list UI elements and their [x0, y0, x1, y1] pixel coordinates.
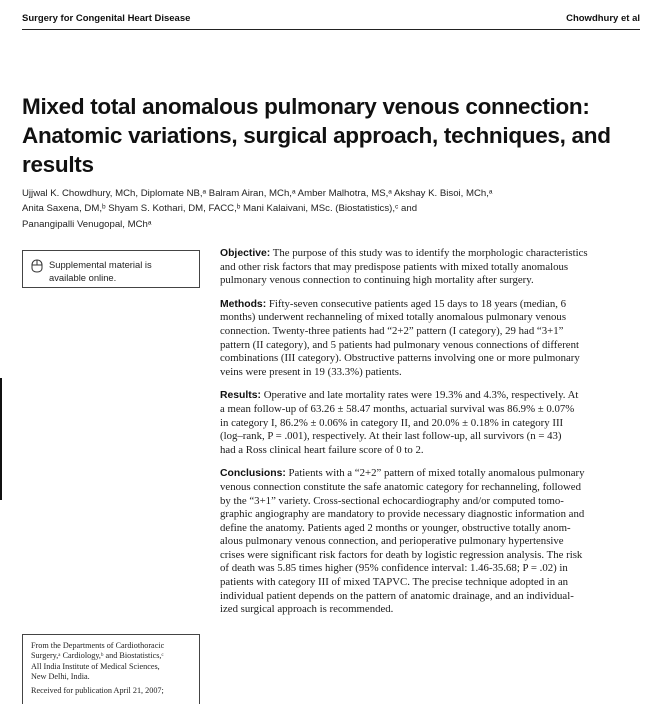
abstract-line: in category I, 86.2% ± 0.06% in category II, and 20.0% ± 0.18% in category III [220, 416, 564, 429]
abstract-line: pattern (II category), and 5 patients had pulmonary venous connections of different [220, 338, 579, 351]
objective-paragraph [220, 247, 636, 288]
abstract-line: venous connection constitute the safe anatomic category for rechanneling, followed [220, 480, 581, 493]
conclusions-paragraph [220, 467, 636, 617]
margin-rule [0, 378, 2, 500]
abstract-line: by the “3+1” variety. Cross-sectional echocardiography and/or computed tomo- [220, 494, 564, 507]
affiliation-line: Received for publication April 21, 2007; [31, 686, 164, 696]
affiliation-line: Surgery,ᵃ Cardiology,ᵇ and Biostatistics,ᶜ [31, 651, 164, 661]
supplemental-text: Supplemental material is [49, 259, 152, 270]
results-label: Results: [220, 390, 261, 402]
abstract-line: pulmonary venous connection to continuing high mortality after surgery. [220, 274, 534, 287]
conclusions-label: Conclusions: [220, 468, 286, 480]
abstract-line: alous pulmonary venous connection, and perioperative pulmonary hypertensive [220, 535, 564, 548]
abstract-line: veins were present in 19 (33.3%) patients. [220, 365, 402, 378]
abstract-line: crises were significant risk factors for death by logistic regression analysis. The risk [220, 548, 583, 561]
author-line: Anita Saxena, DM,ᵇ Shyam S. Kothari, DM, FACC,ᵇ Mani Kalaivani, MSc. (Biostatistics),ᶜ and [22, 203, 418, 215]
abstract [220, 247, 636, 627]
methods-label: Methods: [220, 298, 267, 310]
methods-paragraph [220, 298, 636, 380]
abstract-line: patients with category III of mixed TAPVC. The precise technique adopted in an [220, 576, 569, 589]
affiliation-line: All India Institute of Medical Sciences, [31, 661, 160, 671]
running-authors: Chowdhury et al [566, 13, 640, 24]
abstract-line: had a Ross clinical heart failure score of 0 to 2. [220, 443, 424, 456]
abstract-line: graphic angiography are mandatory to provide necessary diagnostic information and [220, 508, 585, 521]
abstract-line: Fifty-seven consecutive patients aged 15 days to 18 years (median, 6 [266, 297, 567, 310]
supplemental-material-link[interactable] [22, 250, 200, 288]
objective-label: Objective: [220, 248, 271, 259]
abstract-line: individual patient depends on the pattern of anatomic drainage, and an individual- [220, 589, 574, 602]
abstract-line: define the anatomy. Patients aged 2 months or younger, obstructive totally anom- [220, 521, 571, 534]
author-list [22, 186, 642, 232]
abstract-line: ized surgical approach is recommended. [220, 603, 394, 616]
abstract-line: The purpose of this study was to identify the morphologic characteristics [270, 247, 588, 259]
author-line: Panangipalli Venugopal, MChᵃ [22, 218, 152, 230]
running-head [22, 13, 640, 30]
affiliation-line: From the Departments of Cardiothoracic [31, 641, 165, 650]
title-line: results [22, 152, 94, 177]
journal-section-label: Surgery for Congenital Heart Disease [22, 13, 191, 24]
article-title [22, 92, 642, 179]
supplemental-text: available online. [49, 272, 117, 283]
title-line: Anatomic variations, surgical approach, techniques, and [22, 123, 611, 148]
affiliation-line: New Delhi, India. [31, 671, 90, 681]
abstract-line: months) underwent rechanneling of mixed totally anomalous pulmonary venous [220, 311, 567, 324]
abstract-line: a mean follow-up of 63.26 ± 58.47 months, actuarial survival was 86.9% ± 0.07% [220, 402, 575, 415]
abstract-line: Patients with a “2+2” pattern of mixed totally anomalous pulmonary [285, 467, 585, 480]
abstract-line: (log–rank, P = .001), respectively. At their last follow-up, all survivors (n = 43) [220, 430, 562, 443]
abstract-line: and other risk factors that may predispose patients with mixed totally anomalous [220, 260, 569, 273]
mouse-icon [30, 259, 44, 273]
results-paragraph [220, 389, 636, 457]
abstract-line: Operative and late mortality rates were 19.3% and 4.3%, respectively. At [261, 389, 579, 402]
title-line: Mixed total anomalous pulmonary venous connection: [22, 94, 590, 119]
author-line: Ujjwal K. Chowdhury, MCh, Diplomate NB,ᵃ Balram Airan, MCh,ᵃ Amber Malhotra, MS,ᵃ Akshay K. Bisoi, MCh,ᵃ [22, 188, 493, 199]
abstract-line: combinations (III category). Obstructive patterns involving one or more pulmonary [220, 352, 580, 365]
abstract-line: connection. Twenty-three patients had “2+2” pattern (I category), 29 had “3+1” [220, 324, 564, 337]
abstract-line: of death was 5.85 times higher (95% confidence interval: 1.46-35.68; P = .02) in [220, 562, 568, 575]
